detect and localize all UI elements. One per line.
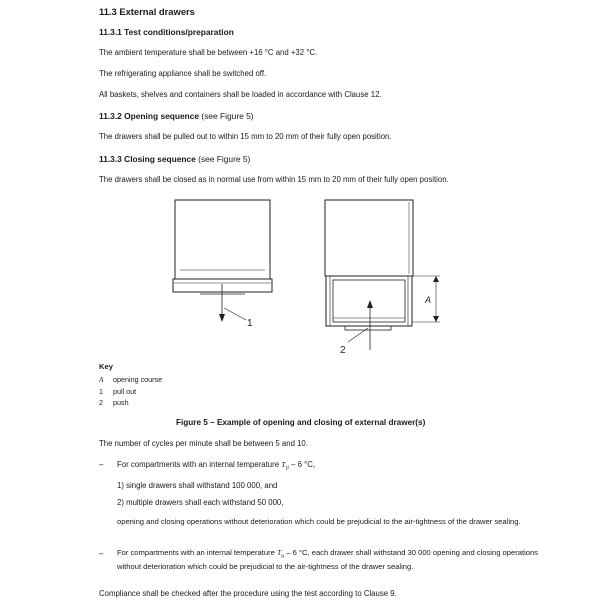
key-symbol: A: [99, 376, 104, 384]
paragraph-loading: All baskets, shelves and containers shall be loaded in accordance with Clause 12.: [99, 90, 382, 99]
temperature-subscript: u: [281, 553, 285, 560]
dimension-arrow-bottom: [433, 316, 439, 322]
paragraph-ambient-temperature: The ambient temperature shall be between +16 °C and +32 °C.: [99, 48, 318, 57]
temperature-symbol: T: [276, 548, 282, 557]
pull-arrow-head: [219, 314, 225, 322]
drawer-front: [173, 279, 272, 292]
list-item-1-text: [117, 460, 315, 472]
list-item-2-text: [117, 548, 539, 573]
label-A: A: [425, 295, 432, 305]
key-item: [99, 398, 129, 407]
cabinet-body-open: [325, 200, 413, 276]
paragraph-compliance: Compliance shall be checked after the procedure using the test according to Clause 9.: [99, 589, 397, 598]
list-item-1-tail: opening and closing operations without deterioration which could be prejudicial to the air-tightness of the drawer sealing.: [117, 517, 521, 526]
subsection-heading-opening: [99, 111, 254, 121]
list-item-2-pre: For compartments with an internal temperature: [117, 548, 277, 557]
closed-drawer-appliance: [173, 200, 272, 329]
figure-caption: Figure 5 – Example of opening and closing of external drawer(s): [176, 418, 426, 427]
list-dash: –: [99, 549, 104, 558]
list-item-1-post: – 6 °C,: [288, 460, 316, 469]
key-item: [99, 387, 136, 396]
opening-figure-ref: (see Figure 5): [199, 111, 254, 121]
key-symbol: 2: [99, 398, 103, 407]
sub-list-item: 2) multiple drawers shall each withstand 50 000,: [117, 498, 284, 507]
sub-list-item: 1) single drawers shall withstand 100 000, and: [117, 481, 278, 490]
subsection-heading-closing: [99, 154, 250, 164]
label-1: 1: [247, 318, 253, 329]
temperature-subscript: ti: [285, 465, 289, 472]
key-symbol: 1: [99, 387, 103, 396]
closing-figure-ref: (see Figure 5): [195, 154, 251, 164]
paragraph-closing: The drawers shall be closed as in normal use from within 15 mm to 20 mm of their fully open position.: [99, 175, 449, 184]
subsection-heading-test-conditions: 11.3.1 Test conditions/preparation: [99, 27, 234, 37]
key-text: pull out: [113, 387, 137, 396]
label-2: 2: [340, 345, 346, 356]
dimension-arrow-top: [433, 276, 439, 282]
key-title: Key: [99, 362, 113, 371]
push-arrow-head: [367, 300, 373, 308]
leader-line-1: [224, 308, 246, 320]
key-item: [99, 375, 162, 384]
key-text: push: [113, 398, 129, 407]
cabinet-body: [175, 200, 270, 279]
closing-title: 11.3.3 Closing sequence: [99, 154, 196, 164]
key-text: opening course: [113, 375, 163, 384]
list-item-2-post: – 6 °C, each drawer shall withstand 30 000 opening and closing operations without deterioration which could be prejudicial to the air-tightness of the drawer sealing.: [117, 548, 538, 572]
temperature-symbol: T: [281, 460, 286, 469]
figure-5-diagram: [160, 190, 460, 365]
list-dash: –: [99, 460, 104, 469]
paragraph-opening: The drawers shall be pulled out to within 15 mm to 20 mm of their fully open position.: [99, 132, 392, 141]
section-heading: 11.3 External drawers: [99, 6, 195, 17]
paragraph-cycles: The number of cycles per minute shall be between 5 and 10.: [99, 439, 308, 448]
drawer-body: [333, 280, 405, 322]
paragraph-switched-off: The refrigerating appliance shall be switched off.: [99, 69, 267, 78]
list-item-1-pre: For compartments with an internal temperature: [117, 460, 282, 469]
opening-title: 11.3.2 Opening sequence: [99, 111, 200, 121]
drawer-frame: [326, 276, 412, 326]
open-drawer-appliance: [325, 200, 440, 356]
